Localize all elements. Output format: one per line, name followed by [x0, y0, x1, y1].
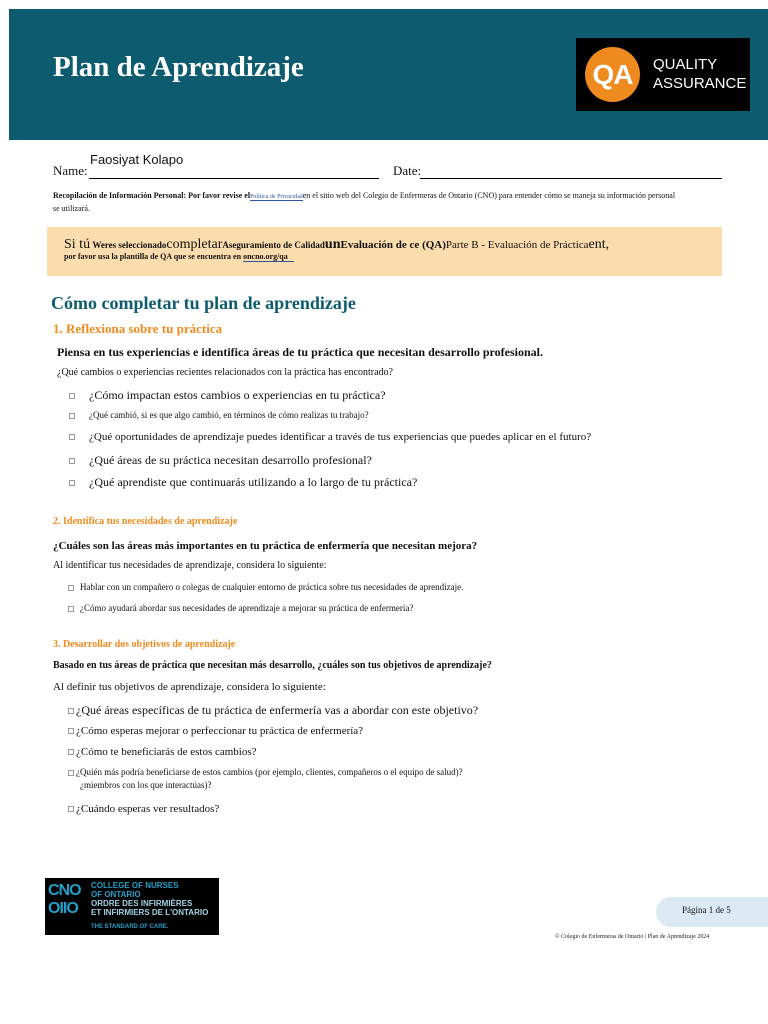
section1-lead: Piensa en tus experiencias e identifica áreas de tu práctica que necesitan desarrollo profesional.	[57, 345, 543, 359]
list-item-text: Hablar con un compañero o colegas de cualquier entorno de práctica sobre tus necesidades de aprendizaje.	[80, 582, 464, 592]
notice-part: completar	[166, 237, 223, 252]
list-item	[69, 410, 369, 420]
bullet-square-icon	[68, 770, 74, 776]
date-field[interactable]	[420, 178, 722, 179]
name-underline	[89, 178, 379, 179]
cno-logo	[45, 878, 219, 935]
page-number-badge	[656, 897, 768, 927]
cno-mark-top: CNO	[48, 882, 81, 899]
bullet-square-icon	[69, 393, 75, 399]
section3-lead: Basado en tus áreas de práctica que necesitan más desarrollo, ¿cuáles son tus objetivos de aprendizaje?	[53, 660, 492, 671]
list-item	[68, 803, 219, 815]
list-item-text: ¿Cuándo esperas ver resultados?	[76, 803, 220, 815]
list-item-continuation: ¿miembros con los que interactúas)?	[80, 780, 212, 790]
list-item	[68, 703, 478, 718]
list-item	[69, 453, 372, 468]
list-item-text: ¿Qué áreas de su práctica necesitan desarrollo profesional?	[89, 453, 372, 467]
cno-logo-text	[91, 881, 208, 917]
list-item-text: ¿Cómo impactan estos cambios o experiencias en tu práctica?	[89, 388, 386, 402]
bullet-square-icon	[68, 708, 74, 714]
notice-part: un	[324, 237, 341, 252]
bullet-square-icon	[68, 606, 74, 612]
name-label: Name:	[53, 163, 88, 178]
list-item-text: ¿Cómo esperas mejorar o perfeccionar tu práctica de enfermería?	[76, 725, 364, 737]
qa-logo-line2: ASSURANCE	[653, 75, 747, 92]
footer-copyright: © Colegio de Enfermeras de Ontario | Plan de Aprendizaje 2024	[555, 934, 710, 940]
privacy-text-cont: se utilizará.	[53, 204, 90, 213]
cno-logo-line: ORDRE DES INFIRMIÈRES	[91, 899, 193, 908]
quality-assurance-logo	[576, 38, 750, 111]
section1-question: ¿Qué cambios o experiencias recientes relacionados con la práctica has encontrado?	[57, 367, 393, 378]
list-item	[69, 431, 591, 443]
cno-logo-line: COLLEGE OF NURSES	[91, 881, 179, 890]
section1-title: 1. Reflexiona sobre tu práctica	[53, 321, 223, 336]
qa-notice-box	[47, 227, 722, 276]
privacy-notice	[53, 190, 693, 215]
list-item-text: ¿Qué oportunidades de aprendizaje puedes identificar a través de tus experiencias que puedes aplicar en el futuro?	[89, 431, 592, 443]
qa-logo-mark: QA	[585, 47, 640, 102]
section2-intro: Al identificar tus necesidades de aprendizaje, considera lo siguiente:	[53, 560, 327, 571]
list-item	[68, 725, 363, 737]
oncno-link[interactable]: oncno.org/qa	[243, 252, 294, 262]
bullet-square-icon	[68, 806, 74, 812]
notice-part: Parte B - Evaluación de Práctica	[445, 239, 589, 251]
list-item-text: ¿Cómo ayudará abordar sus necesidades de aprendizaje a mejorar su práctica de enfermería?	[80, 603, 414, 613]
list-item-text: ¿Qué aprendiste que continuarás utilizando a lo largo de tu práctica?	[89, 475, 418, 489]
guide-heading: Cómo completar tu plan de aprendizaje	[51, 293, 356, 313]
bullet-square-icon	[68, 749, 74, 755]
cno-logo-line: OF ONTARIO	[91, 890, 141, 899]
section2-title: 2. Identifica tus necesidades de aprendizaje	[53, 516, 238, 527]
cno-logo-line: ET INFIRMIERS DE L'ONTARIO	[91, 908, 209, 917]
qa-logo-text	[653, 55, 746, 93]
list-item	[68, 746, 257, 758]
header-banner	[9, 9, 768, 140]
list-item	[69, 475, 417, 490]
list-item	[68, 582, 463, 592]
list-item-text: ¿Quién más podría beneficiarse de estos cambios (por ejemplo, clientes, compañeros o el equipo de salud)?	[76, 767, 463, 777]
cno-logo-mark	[48, 882, 85, 918]
notice-part: Aseguramiento de Calidad	[222, 240, 325, 250]
notice-part: Weres seleccionado	[92, 240, 167, 250]
cno-tagline: THE STANDARD OF CARE.	[91, 924, 169, 930]
section3-intro: Al definir tus objetivos de aprendizaje, considera lo siguiente:	[53, 681, 326, 693]
privacy-lead: Recopilación de Información Personal: Por favor revise el	[53, 191, 251, 200]
notice-line-2	[64, 252, 294, 261]
qa-logo-line1: QUALITY	[653, 56, 718, 73]
date-label: Date:	[393, 163, 422, 178]
list-item	[68, 767, 463, 777]
list-item	[68, 603, 413, 613]
bullet-square-icon	[69, 458, 75, 464]
notice-part: ent,	[588, 237, 610, 252]
notice-text: por favor usa la plantilla de QA que se encuentra en	[64, 252, 242, 261]
privacy-policy-link[interactable]: Política de Privacidad	[250, 194, 303, 200]
bullet-square-icon	[68, 728, 74, 734]
bullet-square-icon	[69, 480, 75, 486]
bullet-square-icon	[69, 434, 75, 440]
name-field[interactable]: Faosiyat Kolapo	[90, 152, 184, 167]
notice-part: Si tú	[64, 237, 91, 252]
list-item-text: ¿Qué cambió, si es que algo cambió, en términos de cómo realizas tu trabajo?	[89, 410, 369, 420]
notice-line-1	[64, 237, 609, 253]
list-item-text: ¿Qué áreas específicas de tu práctica de enfermería vas a abordar con este objetivo?	[76, 703, 479, 717]
notice-part: Evaluación de ce (QA)	[340, 239, 446, 251]
bullet-square-icon	[68, 585, 74, 591]
page-number: Página 1 de 5	[682, 905, 731, 915]
cno-mark-bottom: OIIO	[48, 900, 78, 917]
privacy-text: en el sitio web del Colegio de Enfermeras de Ontario (CNO) para entender cómo se maneja su información personal	[302, 191, 676, 200]
list-item-text: ¿Cómo te beneficiarás de estos cambios?	[76, 746, 257, 758]
section2-lead: ¿Cuáles son las áreas más importantes en tu práctica de enfermería que necesitan mejora?	[53, 540, 478, 552]
bullet-square-icon	[69, 413, 75, 419]
page-title: Plan de Aprendizaje	[53, 51, 304, 83]
section3-title: 3. Desarrollar dos objetivos de aprendizaje	[53, 639, 236, 650]
list-item	[69, 388, 386, 403]
